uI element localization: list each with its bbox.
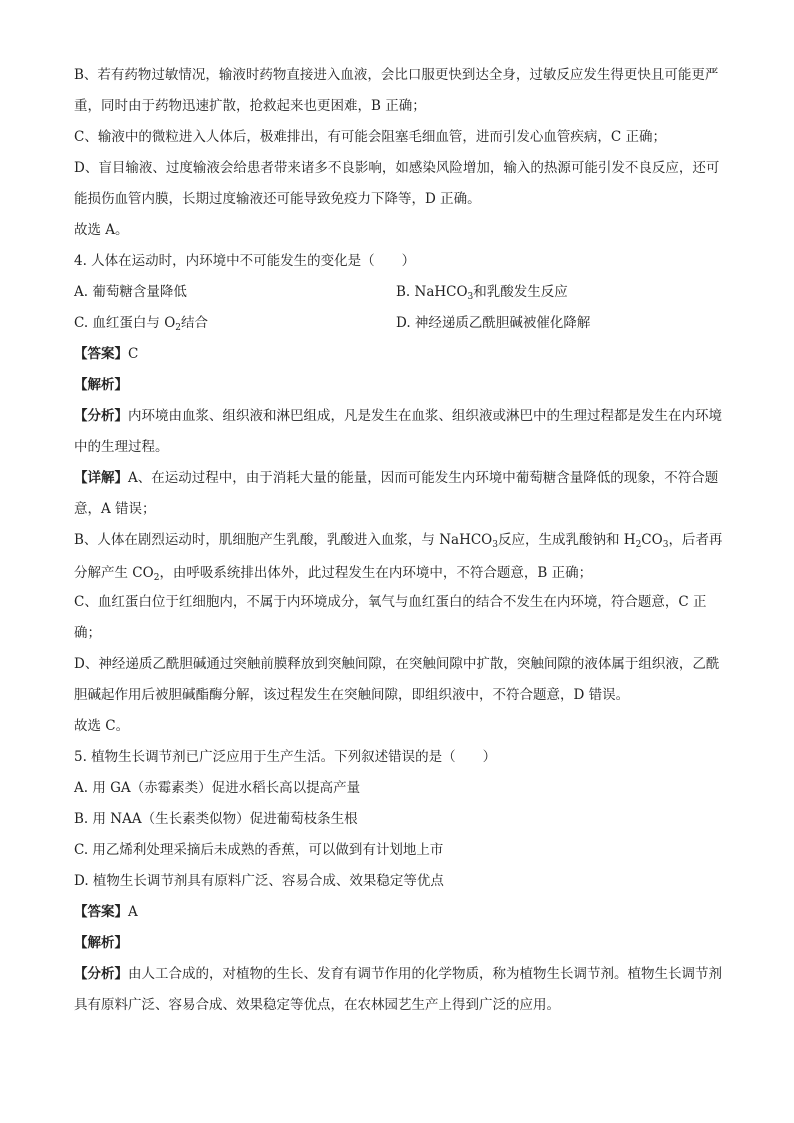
q5-option-c: C. 用乙烯利处理采摘后未成熟的香蕉，可以做到有计划地上市 [74,842,444,858]
q3-explanation-d: D、盲目输液、过度输液会给患者带来诸多不良影响，如感染风险增加，输入的热源可能引发不良反应，还可能损伤血管内膜，长期过度输液还可能导致免疫力下降等，D 正确。 [74,160,720,207]
q4-option-d: D. 神经递质乙酰胆碱被催化降解 [396,315,591,331]
q5-option-a: A. 用 GA（赤霉素类）促进水稻长高以提高产量 [74,780,361,796]
q4-stem: 4. 人体在运动时，内环境中不可能发生的变化是（ ） [74,253,416,269]
document-page [74,60,724,1021]
q4-options-row-1 [74,277,724,308]
q4-options-row-2 [74,308,724,339]
q4-answer: 【答案】C [74,346,139,362]
q5-stem: 5. 植物生长调节剂已广泛应用于生产生活。下列叙述错误的是（ ） [74,749,497,765]
q4-xiangjie-c: C、血红蛋白位于红细胞内，不属于内环境成分，氧气与血红蛋白的结合不发生在内环境，符合题意，C 正确； [74,594,707,641]
q4-xiangjie-d: D、神经递质乙酰胆碱通过突触前膜释放到突触间隙，在突触间隙中扩散，突触间隙的液体属于组织液，乙酰胆碱起作用后被胆碱酯酶分解，该过程发生在突触间隙，即组织液中，不符合题意，D 错误。 [74,656,720,703]
q3-explanation-c: C、输液中的微粒进入人体后，极难排出，有可能会阻塞毛细血管，进而引发心血管疾病，C 正确； [74,129,666,145]
q4-conclusion: 故选 C。 [74,718,130,734]
q3-explanation-b: B、若有药物过敏情况，输液时药物直接进入血液，会比口服更快到达全身，过敏反应发生得更快且可能更严重，同时由于药物迅速扩散，抢救起来也更困难，B 正确； [74,67,719,114]
q5-option-b: B. 用 NAA（生长素类似物）促进葡萄枝条生根 [74,811,358,827]
q4-analysis-heading: 【解析】 [74,377,128,393]
q4-option-c: C. 血红蛋白与 $O_2$结合 [74,315,209,333]
q4-xiangjie-b: B、人体在剧烈运动时，肌细胞产生乳酸，乳酸进入血浆，与 NaHCO$_3$反应，生成乳酸钠和 $H_2CO_3$，后者再分解产生 $CO_2$，由呼吸系统排出体外，此过程发生在内环境中，不符合题意，B 正确； [74,532,723,583]
q4-option-b: B. NaHCO$_3$和乳酸发生反应 [396,284,568,302]
q4-option-a: A. 葡萄糖含量降低 [74,284,187,300]
q4-xiangjie-a: 【详解】A、在运动过程中，由于消耗大量的能量，因而可能发生内环境中葡萄糖含量降低的现象，不符合题意，A 错误； [74,470,719,517]
q5-option-d: D. 植物生长调节剂具有原料广泛、容易合成、效果稳定等优点 [74,873,444,889]
q3-conclusion: 故选 A。 [74,222,129,238]
q4-fenxi: 【分析】内环境由血浆、组织液和淋巴组成，凡是发生在血浆、组织液或淋巴中的生理过程都是发生在内环境中的生理过程。 [74,408,722,455]
q5-analysis-heading: 【解析】 [74,935,128,951]
q5-answer: 【答案】A [74,904,138,920]
q5-fenxi: 【分析】由人工合成的，对植物的生长、发育有调节作用的化学物质，称为植物生长调节剂。植物生长调节剂具有原料广泛、容易合成、效果稳定等优点，在农林园艺生产上得到广泛的应用。 [74,966,722,1013]
